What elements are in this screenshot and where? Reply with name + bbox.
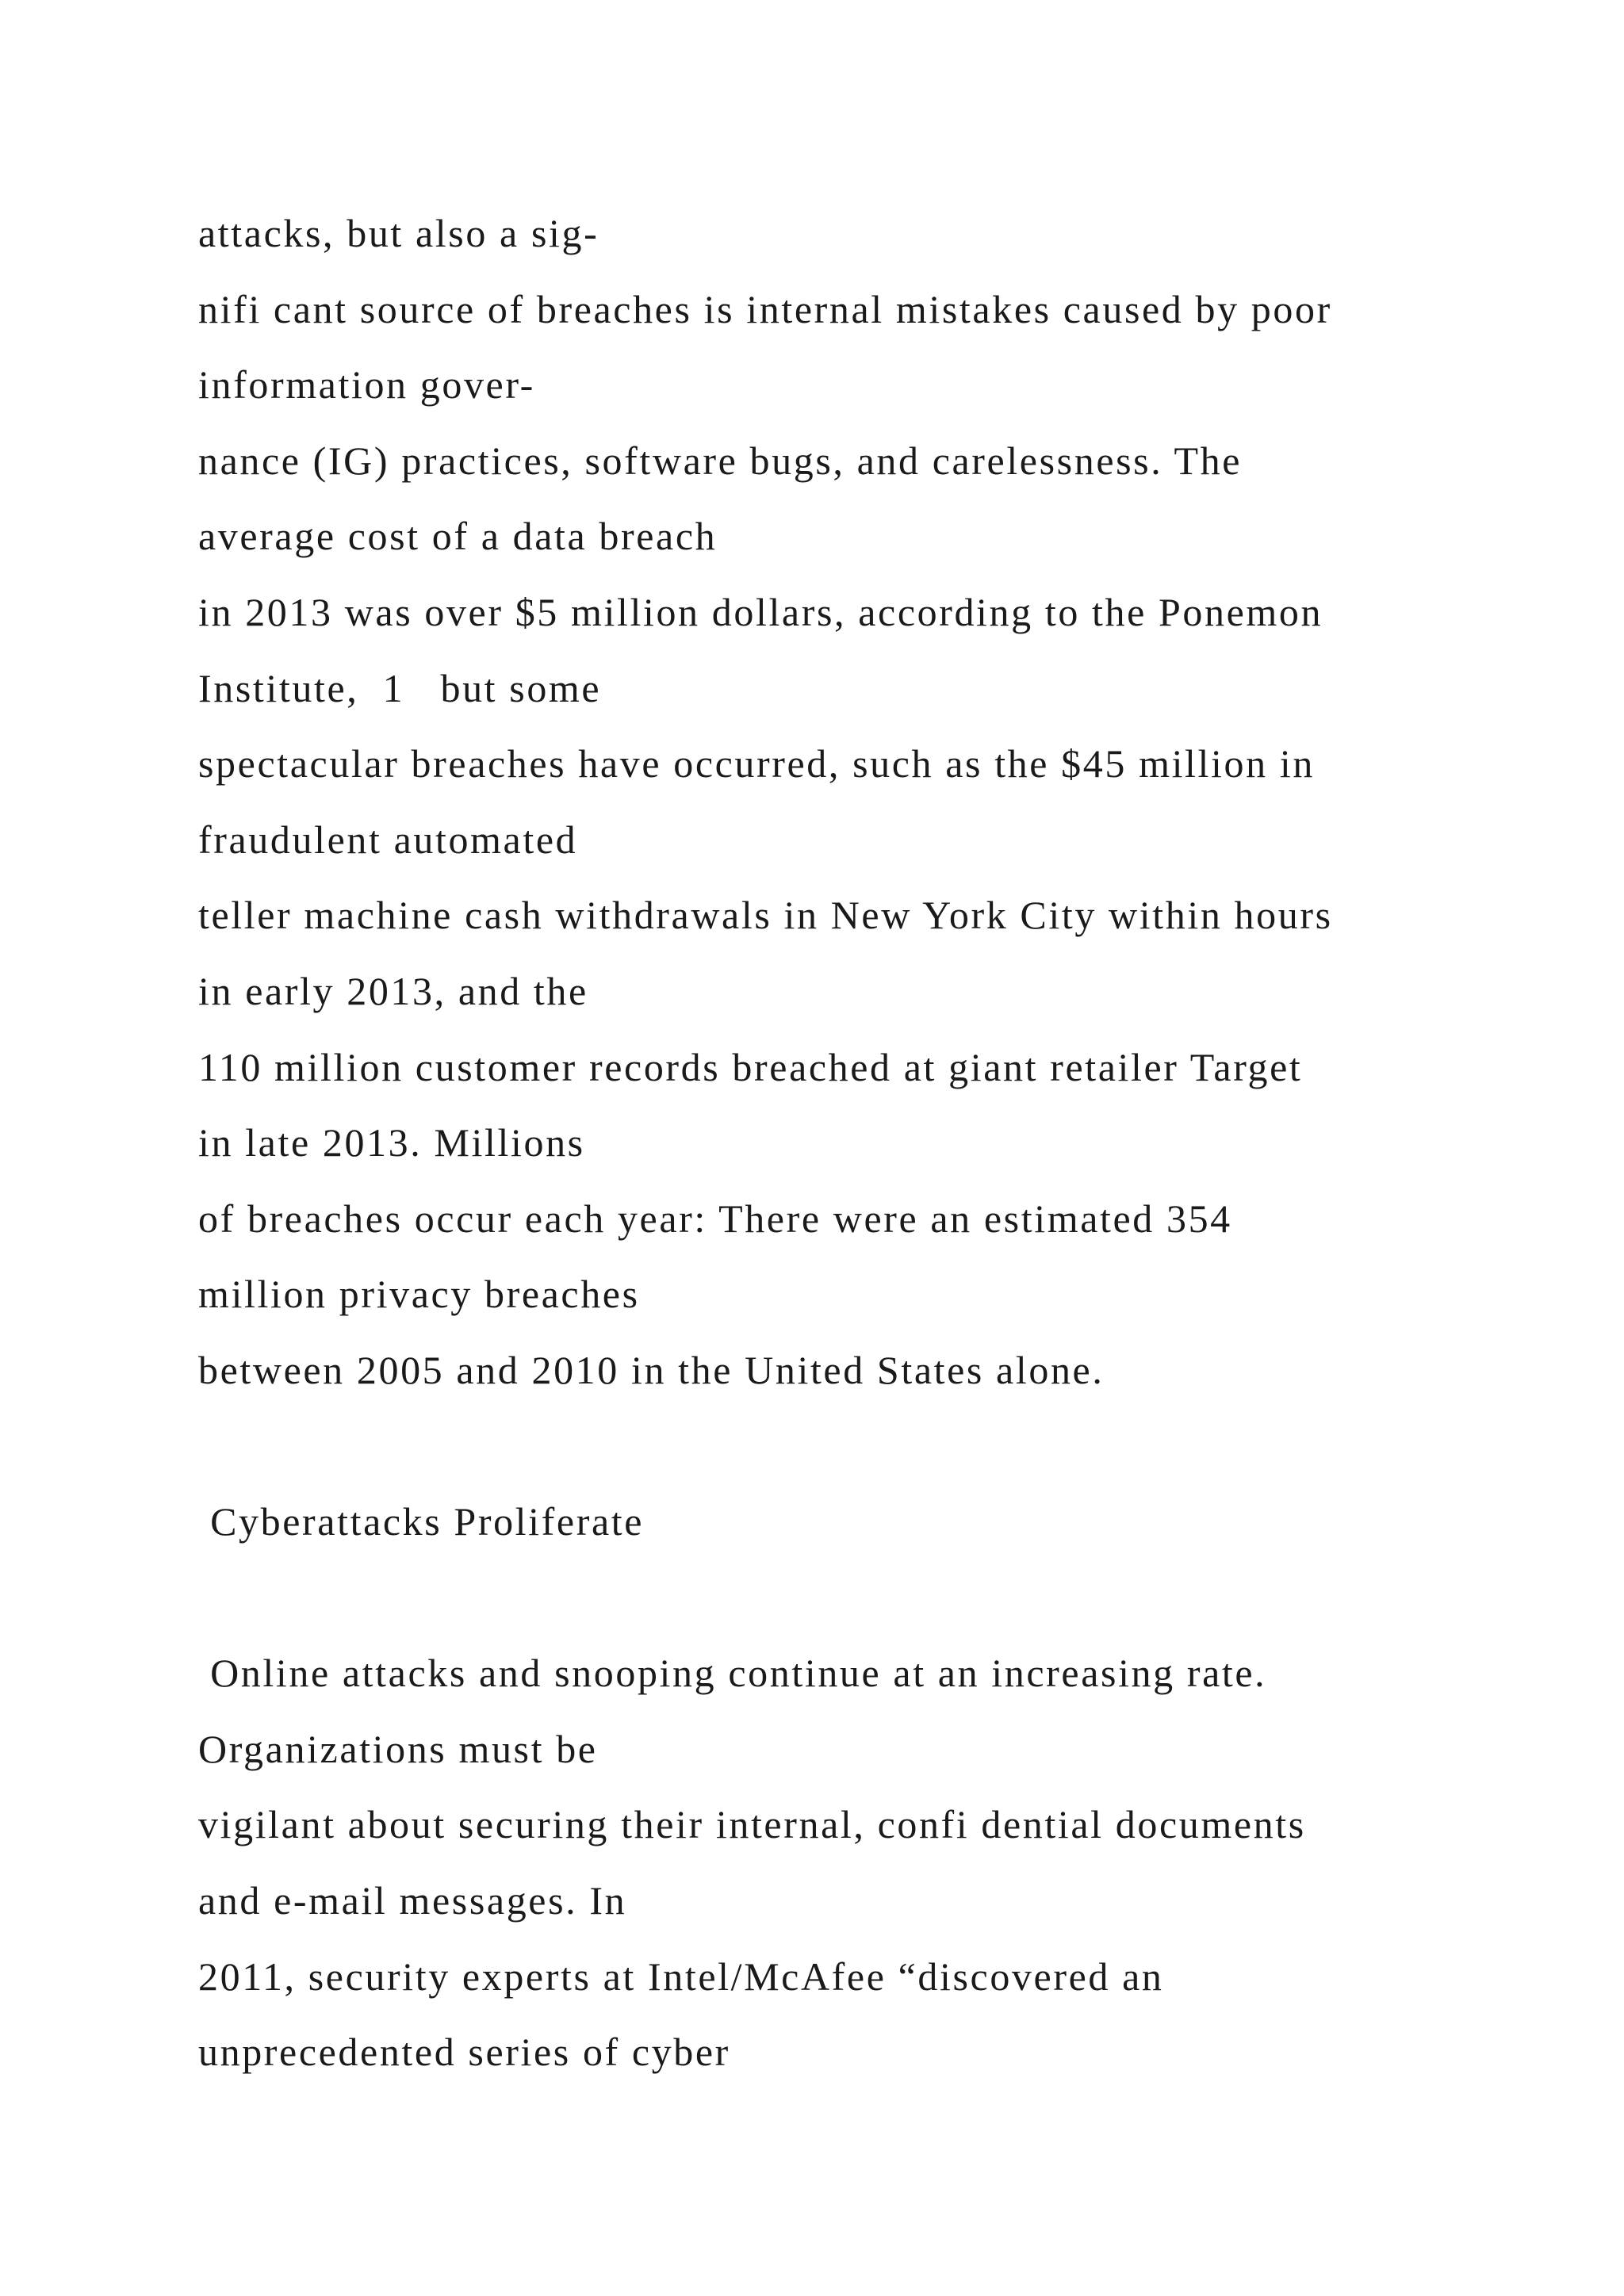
text-line: million privacy breaches [198, 1272, 640, 1317]
text-line: nance (IG) practices, software bugs, and carelessness. The [198, 438, 1243, 483]
paragraph-cyberattacks [198, 1636, 1546, 2091]
document-page [198, 196, 1546, 2091]
section-heading: Cyberattacks Proliferate [198, 1499, 645, 1544]
text-line: vigilant about securing their internal, confi dential documents [198, 1802, 1306, 1847]
text-line: nifi cant source of breaches is internal mistakes caused by poor [198, 286, 1332, 331]
text-line: in late 2013. Millions [198, 1120, 585, 1165]
text-line: between 2005 and 2010 in the United States alone. [198, 1347, 1105, 1392]
text-line: 110 million customer records breached at giant retailer Target [198, 1044, 1303, 1089]
blank-line [198, 1560, 1546, 1636]
text-line: and e-mail messages. In [198, 1878, 627, 1923]
text-line: Online attacks and snooping continue at an increasing rate. [198, 1651, 1267, 1696]
text-line: teller machine cash withdrawals in New York City within hours [198, 893, 1333, 938]
text-line: spectacular breaches have occurred, such as the $45 million in [198, 741, 1315, 786]
text-line: information gover- [198, 362, 535, 408]
paragraph-breaches [198, 196, 1546, 1409]
text-line: attacks, but also a sig- [198, 211, 599, 255]
text-line: Organizations must be [198, 1726, 598, 1771]
blank-line [198, 1409, 1546, 1485]
text-line: 2011, security experts at Intel/McAfee “discovered an [198, 1954, 1164, 1999]
text-line: Institute, 1 but some [198, 665, 602, 710]
text-line: in 2013 was over $5 million dollars, according to the Ponemon [198, 589, 1323, 634]
text-line: average cost of a data breach [198, 514, 718, 559]
text-line: of breaches occur each year: There were an estimated 354 [198, 1196, 1232, 1241]
text-line: in early 2013, and the [198, 968, 588, 1013]
text-line: unprecedented series of cyber [198, 2030, 730, 2075]
text-line: fraudulent automated [198, 817, 578, 862]
